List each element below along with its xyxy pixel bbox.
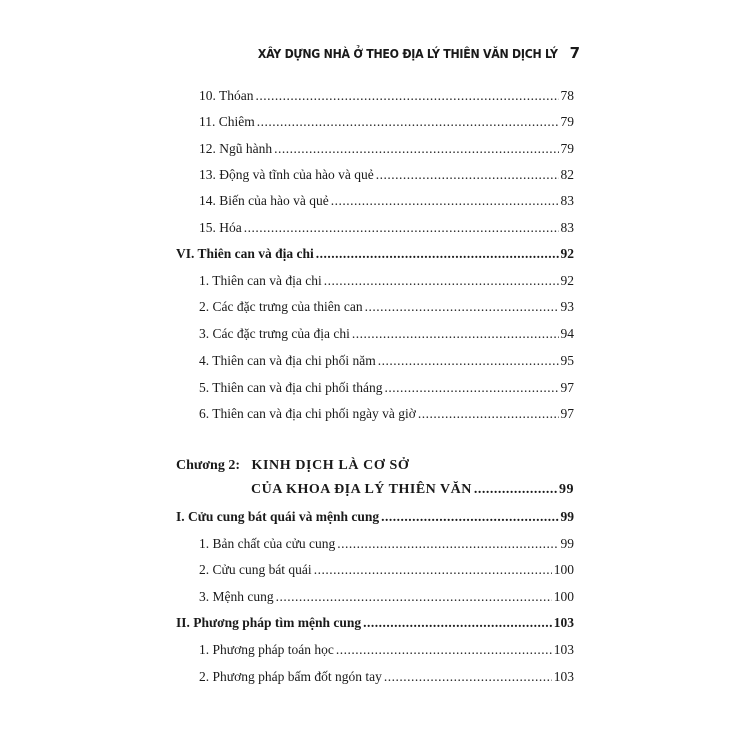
chapter-title-entry[interactable] — [251, 482, 574, 498]
toc-entry[interactable] — [199, 193, 574, 209]
dot-leader — [381, 509, 558, 525]
toc-entry-page: 93 — [560, 299, 574, 314]
dot-leader — [363, 615, 552, 631]
toc-entry-label: 11. Chiêm — [199, 114, 255, 129]
header-title: XÂY DỰNG NHÀ Ở THEO ĐỊA LÝ THIÊN VĂN DỊCH LÝ — [257, 45, 558, 61]
dot-leader — [474, 482, 557, 498]
toc-entry-page: 95 — [560, 353, 574, 368]
dot-leader — [244, 220, 559, 236]
toc-entry[interactable] — [199, 220, 574, 236]
dot-leader — [352, 326, 559, 342]
toc-entry-page: 78 — [560, 88, 574, 103]
chapter-heading — [176, 458, 409, 474]
dot-leader — [384, 669, 552, 685]
toc-entry[interactable] — [199, 406, 574, 422]
dot-leader — [418, 406, 559, 422]
dot-leader — [274, 141, 558, 157]
dot-leader — [256, 88, 559, 104]
dot-leader — [314, 562, 552, 578]
toc-entry-label: 10. Thóan — [199, 88, 254, 103]
toc-entry-page: 100 — [553, 589, 574, 604]
toc-entry-label: 3. Mệnh cung — [199, 589, 274, 604]
chapter-title-line1: KINH DỊCH LÀ CƠ SỞ — [251, 458, 410, 473]
toc-entry-page: 103 — [553, 669, 574, 684]
dot-leader — [324, 273, 559, 289]
toc-entry-page: 92 — [560, 273, 574, 288]
toc-entry[interactable] — [199, 669, 574, 685]
toc-entry-label: 12. Ngũ hành — [199, 141, 273, 156]
toc-entry[interactable] — [199, 114, 574, 130]
toc-section-label: I. Cửu cung bát quái và mệnh cung — [176, 509, 380, 524]
toc-entry-label: 13. Động và tĩnh của hào và quẻ — [199, 167, 374, 182]
toc-section[interactable] — [176, 246, 574, 262]
dot-leader — [337, 536, 558, 552]
toc-entry[interactable] — [199, 562, 574, 578]
dot-leader — [376, 167, 559, 183]
toc-entry[interactable] — [199, 273, 574, 289]
toc-entry[interactable] — [199, 536, 574, 552]
toc-entry-page: 99 — [560, 536, 574, 551]
dot-leader — [316, 246, 559, 262]
toc-entry[interactable] — [199, 88, 574, 104]
toc-entry[interactable] — [199, 141, 574, 157]
running-header — [257, 38, 580, 68]
toc-entry-label: 1. Phương pháp toán học — [199, 642, 334, 657]
toc-entry[interactable] — [199, 326, 574, 342]
toc-section-page: 103 — [553, 615, 574, 630]
toc-entry-label: 5. Thiên can và địa chi phối tháng — [199, 380, 383, 395]
dot-leader — [336, 642, 552, 658]
dot-leader — [378, 353, 559, 369]
toc-entry-page: 82 — [560, 167, 574, 182]
toc-entry-page: 97 — [560, 380, 574, 395]
toc-entry-label: 2. Các đặc trưng của thiên can — [199, 299, 363, 314]
toc-entry-label: 4. Thiên can và địa chi phối năm — [199, 353, 376, 368]
dot-leader — [384, 380, 558, 396]
chapter-page: 99 — [559, 482, 574, 497]
toc-entry-page: 79 — [560, 114, 574, 129]
toc-entry-label: 6. Thiên can và địa chi phối ngày và giờ — [199, 406, 416, 421]
toc-entry-label: 3. Các đặc trưng của địa chi — [199, 326, 350, 341]
dot-leader — [276, 589, 552, 605]
toc-entry-label: 1. Thiên can và địa chi — [199, 273, 322, 288]
toc-entry-label: 2. Phương pháp bấm đốt ngón tay — [199, 669, 382, 684]
toc-section[interactable] — [176, 509, 574, 525]
dot-leader — [331, 193, 559, 209]
toc-entry-page: 83 — [560, 193, 574, 208]
chapter-title-line2: CỦA KHOA ĐỊA LÝ THIÊN VĂN — [251, 482, 472, 497]
toc-entry[interactable] — [199, 353, 574, 369]
toc-entry-page: 79 — [560, 141, 574, 156]
toc-entry-label: 2. Cửu cung bát quái — [199, 562, 312, 577]
toc-entry-page: 97 — [560, 406, 574, 421]
toc-entry-label: 14. Biến của hào và quẻ — [199, 193, 329, 208]
toc-entry[interactable] — [199, 380, 574, 396]
toc-entry[interactable] — [199, 589, 574, 605]
toc-entry[interactable] — [199, 642, 574, 658]
toc-section-label: VI. Thiên can và địa chi — [176, 246, 314, 261]
toc-entry-page: 103 — [553, 642, 574, 657]
toc-entry-label: 15. Hóa — [199, 220, 242, 235]
toc-entry-page: 94 — [560, 326, 574, 341]
toc-entry-page: 100 — [553, 562, 574, 577]
toc-section-page: 99 — [560, 509, 574, 524]
dot-leader — [365, 299, 559, 315]
chapter-number: Chương 2: — [176, 458, 240, 473]
toc-entry-page: 83 — [560, 220, 574, 235]
toc-entry[interactable] — [199, 299, 574, 315]
toc-section-label: II. Phương pháp tìm mệnh cung — [176, 615, 362, 630]
toc-entry-label: 1. Bản chất của cửu cung — [199, 536, 336, 551]
header-page-number: 7 — [569, 44, 580, 62]
toc-entry[interactable] — [199, 167, 574, 183]
toc-section-page: 92 — [560, 246, 574, 261]
dot-leader — [257, 114, 559, 130]
toc-section[interactable] — [176, 615, 574, 631]
